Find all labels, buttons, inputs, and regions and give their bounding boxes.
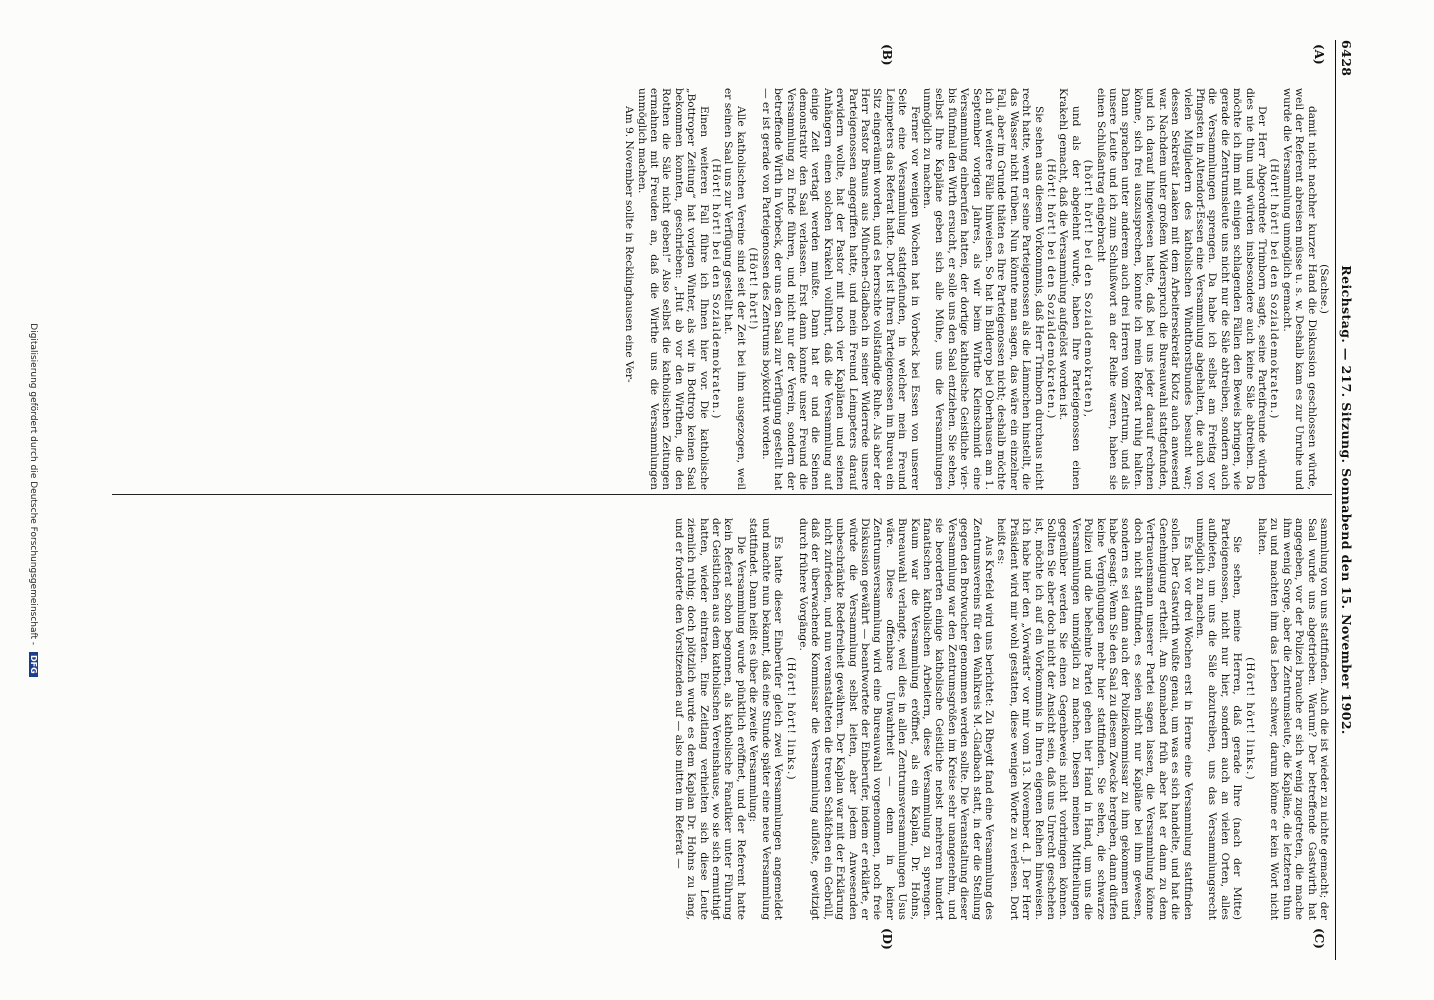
footer-text: Digitalisierung gefördert durch die Deutsche Forschungsgemeinschaft - xyxy=(28,323,38,646)
interjection: (Hört! hört! links.) xyxy=(1243,657,1256,781)
paragraph: Einen weiteren Fall führe ich Ihnen hier vor. Die katholische „Bottroper Zeitung“ hat vorigen Winter, als wir in Bottrop keinen Saal bekommen konnten, geschrieben: „Hut ab vor den Wirthen, die den Rothen die Säle nicht geben!“ Also selbst die katholischen Zeitungen ermahnen mit Freuden an, daß die Wirthe uns die Versammlungen unmöglich machen. xyxy=(635,88,710,490)
paragraph: damit nicht nachher kurzer Hand die Diskussion geschlossen würde, weil der Referent abreisen müsse u. s. w. Deshalb kam es zur Unruhe und wurde die Versammlung unmöglich gemacht. xyxy=(1280,88,1318,490)
paragraph: Es hat vor drei Wochen erst in Herne eine Versammlung stattfinden sollen. Der Gastwirth wußte genau, um was es sich handelte, und hat die Genehmigung ertheilt. Am Sonnabend früh aber hat er dann zu dem Vertrauensmann unserer Partei sagen lassen, die Versammlung könne doch nicht stattfinden, es seien nicht nur Kapläne bei ihm gewesen, sondern es sei dann auch der Polizeikommissar zu ihm gekommen und habe gesagt: Wenn Sie den Saal zu diesem Zwecke hergeben, dann dürfen keine Vergnügungen mehr hier stattfinden. Sie sehen, die schwarze Polizei und die behelmte Partei gehen hier Hand in Hand, um uns die Versammlungen unmöglich zu machen. Diesen meinen Mittheilungen gegenüber werden Sie einen Gegenbeweis nicht vorbringen können. Sollten Sie aber doch nicht der Ansicht sein, daß uns Unrecht geschehen ist, möchte ich auf ein Vorkommnis in Ihren eigenen Reihen hinweisen. Ich habe hier den „Vorwärts“ vor mir vom 13. November d. J. Der Herr Präsident wird mir wohl gestatten, diese wenigen Worte zu verlesen. Dort heißt es: xyxy=(995,518,1194,920)
paragraph: Alle katholischen Vereine sind seit der Zeit bei ihm ausgezogen, weil er seinen Saal uns zur Verfügung gestellt hat. xyxy=(722,88,747,490)
left-column xyxy=(112,88,1330,490)
paragraph: und als der abgelehnt wurde, haben Ihre Parteigenossen einen Krakehl gemacht, daß die Versammlung aufgelöst worden ist. xyxy=(1057,88,1082,490)
interjection: (Hört! hört! bei den Sozialdemokraten.) xyxy=(1268,158,1281,420)
header-rule xyxy=(1335,40,1336,960)
margin-letter-d: (D) xyxy=(880,928,894,950)
margin-letter-a: (A) xyxy=(1312,44,1326,65)
interjection: (Hört! hört!) xyxy=(747,247,760,331)
paragraph: sammlung von uns stattfinden. Auch die ist wieder zu nichte gemacht; der Saal wurde uns abgetrieben. Warum? Der betreffende Gastwirth hat angegeben, vor der Polizei brauche er sich wenig zugetreten, die mache ihm wenig Sorge, aber die Zentrumsleute, die Kapläne, die letzteren thun zu und machten ihm das Leben schwer, darum könne er kein Wort nicht halten. xyxy=(1255,518,1330,920)
margin-letter-b: (B) xyxy=(880,44,894,66)
paragraph: Sie sehen aus diesem Vorkommnis, daß Herr Trimborn durchaus nicht recht hatte, wenn er seine Parteigenossen als die Lämmchen hinstellt, die das Wasser nicht trüben. Nun könnte man sagen, das wäre ein einzelner Fall, aber im Grunde thäten es Ihre Parteigenossen nicht; deshalb möchte ich auf weitere Fälle hinweisen. So hat in Bilderop bei Oberhausen am 1. September vorigen Jahres, als wir beim Wirthe Kleinschmidt eine Versammlung einberufen hatten, der dortige katholische Geistliche vier- bis fünfmal den Wirth ersucht, er solle uns den Saal entziehen. Sie sehen, selbst Ihre Kapläne geben sich alle Mühe, uns die Versammlungen unmöglich zu machen. xyxy=(921,88,1045,490)
quoted-paragraph: Die Versammlung wurde pünktlich eröffnet, und der Referent hatte kein Referat schon begonnen, als katholische Fanatiker unter Führung der Geistlichen aus dem katholischen Vereinshause, wo sie sich ermuthigt hatten, wieder eintraten. Eine Zeitlang verhielten sich diese Leute ziemlich ruhig; doch plötzlich wurde es dem Kaplan Dr. Hohns zu lang, und er forderte den Vorsitzenden auf — also mitten im Referat — xyxy=(672,518,747,920)
margin-letter-c: (C) xyxy=(1312,928,1326,949)
paragraph: Der Herr Abgeordnete Trimborn sagte, seine Parteifreunde würden dies nie thun und würden insbesondere auch keine Säle abtreiben. Da möchte ich ihm mit einigen schlagenden Fällen den Beweis bringen, wie gerade die Zentrumsleute uns nicht nur die Säle abtreiben, sondern auch die Versammlungen sprengen. Da habe ich selbst am Freitag vor Pfingsten in Altendorf-Essen eine Versammlung abgehalten, die auch von vielen Mitgliedern des katholischen Windthorstbundes besucht war; dessen Sekretär Laaken mit dem Arbeitersekretär Klotz auch anwesend war. Nachdem unter großem Widerspruch die Bureauwahl stattgefunden, und ich darauf hingewiesen hatte, daß bei uns jeder darauf rechnen könne, sich frei auszusprechen, konnte ich mein Referat ruhig halten. Dann sprachen unter anderem auch drei Herren vom Zentrum, und als unsere Leute und ich zum Schlußwort an der Reihe waren, haben sie einen Schlußantrag eingebracht xyxy=(1094,88,1268,490)
column-divider xyxy=(112,494,1332,495)
paragraph: Ferner vor wenigen Wochen hat in Vorbeck bei Essen von unserer Seite eine Versammlung stattgefunden, in welcher mein Freund Leimpeters das Referat hatte. Dort ist Ihren Parteigenossen im Bureau ein Sitz eingeräumt worden, und es herrschte vollständige Ruhe. Als aber der Herr Pastor Brauns aus München-Gladbach in seiner Widerrede unsere Parteigenossen angegriffen hatte, und mein Freund Leimpeters darauf erwidern wollte, hat der Pastor mit noch vier Kaplänen und seinen Anhängern einen solchen Krakehl vollführt, daß die Versammlung auf einige Zeit vertagt werden mußte. Dann hat er und die Seinen demonstrativ den Saal verlassen. Erst dann konnte unser Freund die Versammlung zu Ende führen, und nicht nur der Verein, sondern der betreffende Wirth in Vorbeck, der uns den Saal zur Verfügung gestellt hat — er ist gerade von Parteigenossen des Zentrums boykottirt worden. xyxy=(759,88,921,490)
right-column xyxy=(112,518,1330,920)
page-number: 6428 xyxy=(1339,40,1354,77)
page-header xyxy=(1340,0,1354,1000)
interjection: (Hört! hört! bei den Sozialdemokraten.) xyxy=(1045,158,1058,420)
dfg-logo: DFG xyxy=(29,652,38,677)
paragraph: Sie sehen, meine Herren, daß gerade Ihre (nach der Mitte) Parteigenossen, nicht nur hier, sondern auch an vielen Orten, alles aufbieten, um uns die Säle abzutreiben, uns das Versammlungsrecht unmöglich zu machen. xyxy=(1193,518,1244,920)
running-title: Reichstag. — 217. Sitzung. Sonnabend den 15. November 1902. xyxy=(1339,265,1354,735)
interjection: (hört! hört! bei den Sozialdemokraten), xyxy=(1082,159,1095,419)
paragraph: Am 9. November sollte in Recklinghausen eine Ver- xyxy=(623,106,636,383)
digitization-footer xyxy=(28,0,38,1000)
speaker-label: (Sachse.) xyxy=(1318,264,1330,314)
interjection: (Hört! hört! bei den Sozialdemokraten.) xyxy=(710,158,723,420)
interjection: (Hört! hört! links.) xyxy=(784,657,797,781)
paragraph: Es hatte dieser Einberufer gleich zwei Versammlungen angemeldet und machte nun bekannt, daß eine Stunde später eine neue Versammlung stattfindet. Dann heißt es über die zweite Versammlung: xyxy=(747,518,785,920)
quoted-paragraph: Aus Krefeld wird uns berichtet: Zu Rheydt fand eine Versammlung des Zentrumsvereins für den Wahlkreis M.-Gladbach statt, in der die Stellung gegen den Brotwucher genommen werden sollte. Die Veranstaltung dieser Versammlung war den Zentrumsgrößen im Kreise sehr unangenehm, und sie beorderten einige katholische Geistliche nebst mehreren hundert fanatischen katholischen Arbeitern, diese Versammlung zu sprengen. Kaum war die Versammlung eröffnet, als ein Kaplan, Dr. Hohns, Bureauwahl verlangte, weil dies in allen Zentrumsversammlungen Usus wäre. Diese offenbare Unwahrheit — denn in keiner Zentrumsversammlung wird eine Bureauwahl vorgenommen, noch freie Diskussion gewährt — beantwortete der Einberufer, indem er erklärte, er würde die Versammlung selbst leiten, aber jedem Anwesenden unbeschränkte Redefreiheit gewähren. Der Kaplan war mit der Erklärung nicht zufrieden, und nun veranstalteten die treuen Schäfchen ein Gebrüll, daß der überwachende Kommissar die Versammlung auflöste, gewitzigt durch frühere Vorgänge. xyxy=(796,518,996,920)
